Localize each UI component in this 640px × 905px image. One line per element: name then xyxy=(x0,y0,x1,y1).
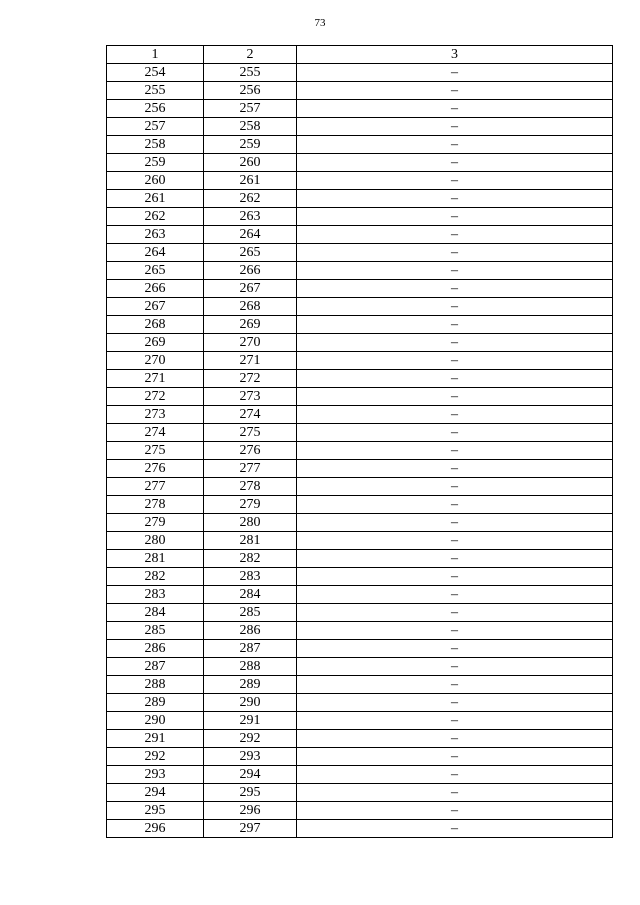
table-cell-col-1: 277 xyxy=(107,478,204,496)
table-row xyxy=(107,370,613,388)
table-cell-col-2: 260 xyxy=(204,154,297,172)
table-cell-col-3: – xyxy=(297,226,613,244)
table-cell-col-3: – xyxy=(297,118,613,136)
table-cell-col-1: 260 xyxy=(107,172,204,190)
table-cell-col-2: 271 xyxy=(204,352,297,370)
table-row xyxy=(107,640,613,658)
table-cell-col-3: – xyxy=(297,802,613,820)
table-cell-col-1: 266 xyxy=(107,280,204,298)
table-cell-col-3: – xyxy=(297,442,613,460)
table-cell-col-2: 278 xyxy=(204,478,297,496)
table-cell-col-2: 285 xyxy=(204,604,297,622)
table-cell-col-2: 273 xyxy=(204,388,297,406)
table-cell-col-2: 294 xyxy=(204,766,297,784)
table-cell-col-2: 292 xyxy=(204,730,297,748)
table-row xyxy=(107,406,613,424)
table-cell-col-1: 262 xyxy=(107,208,204,226)
table-cell-col-1: 289 xyxy=(107,694,204,712)
table-cell-col-3: – xyxy=(297,820,613,838)
table-cell-col-1: 255 xyxy=(107,82,204,100)
table-cell-col-2: 274 xyxy=(204,406,297,424)
table-row xyxy=(107,226,613,244)
table-row xyxy=(107,496,613,514)
page-number: 73 xyxy=(314,17,326,29)
table-cell-col-1: 283 xyxy=(107,586,204,604)
table-cell-col-1: 254 xyxy=(107,64,204,82)
table-cell-col-2: 265 xyxy=(204,244,297,262)
table-cell-col-2: 288 xyxy=(204,658,297,676)
table-row xyxy=(107,262,613,280)
table-row xyxy=(107,586,613,604)
table-cell-col-3: – xyxy=(297,460,613,478)
table-cell-col-1: 282 xyxy=(107,568,204,586)
table-row xyxy=(107,280,613,298)
table-row xyxy=(107,568,613,586)
table-cell-col-3: – xyxy=(297,496,613,514)
table-row xyxy=(107,676,613,694)
table-cell-col-2: 275 xyxy=(204,424,297,442)
table-cell-col-2: 291 xyxy=(204,712,297,730)
table-cell-col-1: 285 xyxy=(107,622,204,640)
table-row xyxy=(107,478,613,496)
table-cell-col-3: – xyxy=(297,280,613,298)
column-header-1: 1 xyxy=(107,46,204,64)
table-cell-col-1: 294 xyxy=(107,784,204,802)
table-cell-col-2: 268 xyxy=(204,298,297,316)
table-row xyxy=(107,208,613,226)
table-cell-col-3: – xyxy=(297,100,613,118)
table-cell-col-3: – xyxy=(297,622,613,640)
data-table xyxy=(106,45,613,838)
table-row xyxy=(107,802,613,820)
table-cell-col-3: – xyxy=(297,514,613,532)
table-cell-col-2: 286 xyxy=(204,622,297,640)
table-cell-col-2: 283 xyxy=(204,568,297,586)
table-cell-col-3: – xyxy=(297,532,613,550)
table-cell-col-1: 274 xyxy=(107,424,204,442)
table-cell-col-2: 269 xyxy=(204,316,297,334)
table-row xyxy=(107,712,613,730)
table-cell-col-1: 276 xyxy=(107,460,204,478)
table-header xyxy=(107,46,613,64)
table-cell-col-1: 263 xyxy=(107,226,204,244)
table-cell-col-2: 266 xyxy=(204,262,297,280)
table-cell-col-2: 282 xyxy=(204,550,297,568)
table-cell-col-3: – xyxy=(297,298,613,316)
table-cell-col-2: 263 xyxy=(204,208,297,226)
table-cell-col-3: – xyxy=(297,766,613,784)
table-cell-col-2: 256 xyxy=(204,82,297,100)
table-cell-col-3: – xyxy=(297,748,613,766)
table-row xyxy=(107,154,613,172)
table-cell-col-1: 290 xyxy=(107,712,204,730)
header-row xyxy=(107,46,613,64)
table-cell-col-1: 271 xyxy=(107,370,204,388)
table-cell-col-3: – xyxy=(297,190,613,208)
table-row xyxy=(107,766,613,784)
table-cell-col-1: 280 xyxy=(107,532,204,550)
table-row xyxy=(107,748,613,766)
table-cell-col-3: – xyxy=(297,370,613,388)
table-cell-col-1: 278 xyxy=(107,496,204,514)
table-cell-col-3: – xyxy=(297,784,613,802)
table-cell-col-3: – xyxy=(297,172,613,190)
table-row xyxy=(107,352,613,370)
table-cell-col-1: 261 xyxy=(107,190,204,208)
table-row xyxy=(107,298,613,316)
table-cell-col-1: 286 xyxy=(107,640,204,658)
table-cell-col-2: 267 xyxy=(204,280,297,298)
table-cell-col-1: 273 xyxy=(107,406,204,424)
table-cell-col-3: – xyxy=(297,478,613,496)
table-row xyxy=(107,316,613,334)
table-cell-col-2: 279 xyxy=(204,496,297,514)
table-cell-col-3: – xyxy=(297,640,613,658)
table-cell-col-2: 280 xyxy=(204,514,297,532)
table-cell-col-3: – xyxy=(297,586,613,604)
table-row xyxy=(107,172,613,190)
table-cell-col-3: – xyxy=(297,334,613,352)
table-cell-col-2: 270 xyxy=(204,334,297,352)
table-row xyxy=(107,604,613,622)
table-cell-col-1: 256 xyxy=(107,100,204,118)
table-row xyxy=(107,658,613,676)
table-row xyxy=(107,424,613,442)
table-cell-col-1: 288 xyxy=(107,676,204,694)
table-cell-col-3: – xyxy=(297,406,613,424)
column-header-3: 3 xyxy=(297,46,613,64)
table-row xyxy=(107,100,613,118)
table-cell-col-3: – xyxy=(297,388,613,406)
table-cell-col-2: 289 xyxy=(204,676,297,694)
table-row xyxy=(107,694,613,712)
table-row xyxy=(107,334,613,352)
table-cell-col-3: – xyxy=(297,262,613,280)
table-cell-col-3: – xyxy=(297,658,613,676)
table-row xyxy=(107,82,613,100)
table-cell-col-3: – xyxy=(297,604,613,622)
table-cell-col-1: 268 xyxy=(107,316,204,334)
table-cell-col-2: 287 xyxy=(204,640,297,658)
table-row xyxy=(107,442,613,460)
table-row xyxy=(107,730,613,748)
table-cell-col-3: – xyxy=(297,136,613,154)
table-cell-col-1: 284 xyxy=(107,604,204,622)
table-row xyxy=(107,388,613,406)
table-cell-col-1: 295 xyxy=(107,802,204,820)
table-row xyxy=(107,460,613,478)
table-row xyxy=(107,784,613,802)
table-cell-col-1: 296 xyxy=(107,820,204,838)
table-cell-col-1: 281 xyxy=(107,550,204,568)
table-body xyxy=(107,64,613,838)
table-cell-col-2: 264 xyxy=(204,226,297,244)
table-cell-col-2: 259 xyxy=(204,136,297,154)
table-cell-col-1: 269 xyxy=(107,334,204,352)
table-cell-col-2: 295 xyxy=(204,784,297,802)
table-cell-col-1: 292 xyxy=(107,748,204,766)
table-row xyxy=(107,532,613,550)
table-row xyxy=(107,550,613,568)
table-cell-col-1: 267 xyxy=(107,298,204,316)
column-header-2: 2 xyxy=(204,46,297,64)
table-cell-col-2: 262 xyxy=(204,190,297,208)
table-cell-col-3: – xyxy=(297,730,613,748)
table-cell-col-1: 293 xyxy=(107,766,204,784)
table-cell-col-1: 272 xyxy=(107,388,204,406)
table-cell-col-2: 257 xyxy=(204,100,297,118)
table-row xyxy=(107,64,613,82)
table-cell-col-2: 284 xyxy=(204,586,297,604)
table-cell-col-2: 261 xyxy=(204,172,297,190)
table-cell-col-1: 275 xyxy=(107,442,204,460)
table-cell-col-3: – xyxy=(297,676,613,694)
table-cell-col-1: 279 xyxy=(107,514,204,532)
table-cell-col-1: 264 xyxy=(107,244,204,262)
table-cell-col-2: 258 xyxy=(204,118,297,136)
table-cell-col-1: 270 xyxy=(107,352,204,370)
table-cell-col-1: 291 xyxy=(107,730,204,748)
table-cell-col-1: 259 xyxy=(107,154,204,172)
table-cell-col-2: 255 xyxy=(204,64,297,82)
table-row xyxy=(107,118,613,136)
table-cell-col-3: – xyxy=(297,568,613,586)
table-row xyxy=(107,820,613,838)
table-cell-col-2: 272 xyxy=(204,370,297,388)
table-cell-col-2: 276 xyxy=(204,442,297,460)
table-cell-col-1: 287 xyxy=(107,658,204,676)
table-row xyxy=(107,136,613,154)
table-cell-col-1: 257 xyxy=(107,118,204,136)
table-cell-col-2: 296 xyxy=(204,802,297,820)
table-cell-col-3: – xyxy=(297,712,613,730)
table-cell-col-3: – xyxy=(297,208,613,226)
table-cell-col-3: – xyxy=(297,82,613,100)
table-cell-col-3: – xyxy=(297,244,613,262)
table-cell-col-3: – xyxy=(297,424,613,442)
table-cell-col-2: 290 xyxy=(204,694,297,712)
table-cell-col-3: – xyxy=(297,316,613,334)
table-row xyxy=(107,514,613,532)
table-cell-col-3: – xyxy=(297,352,613,370)
table-row xyxy=(107,190,613,208)
table-cell-col-3: – xyxy=(297,64,613,82)
table-cell-col-2: 293 xyxy=(204,748,297,766)
table-cell-col-2: 281 xyxy=(204,532,297,550)
table-cell-col-2: 277 xyxy=(204,460,297,478)
table-row xyxy=(107,244,613,262)
table-cell-col-2: 297 xyxy=(204,820,297,838)
table-cell-col-1: 265 xyxy=(107,262,204,280)
table-cell-col-3: – xyxy=(297,694,613,712)
table-row xyxy=(107,622,613,640)
table-cell-col-1: 258 xyxy=(107,136,204,154)
table-cell-col-3: – xyxy=(297,550,613,568)
table-cell-col-3: – xyxy=(297,154,613,172)
